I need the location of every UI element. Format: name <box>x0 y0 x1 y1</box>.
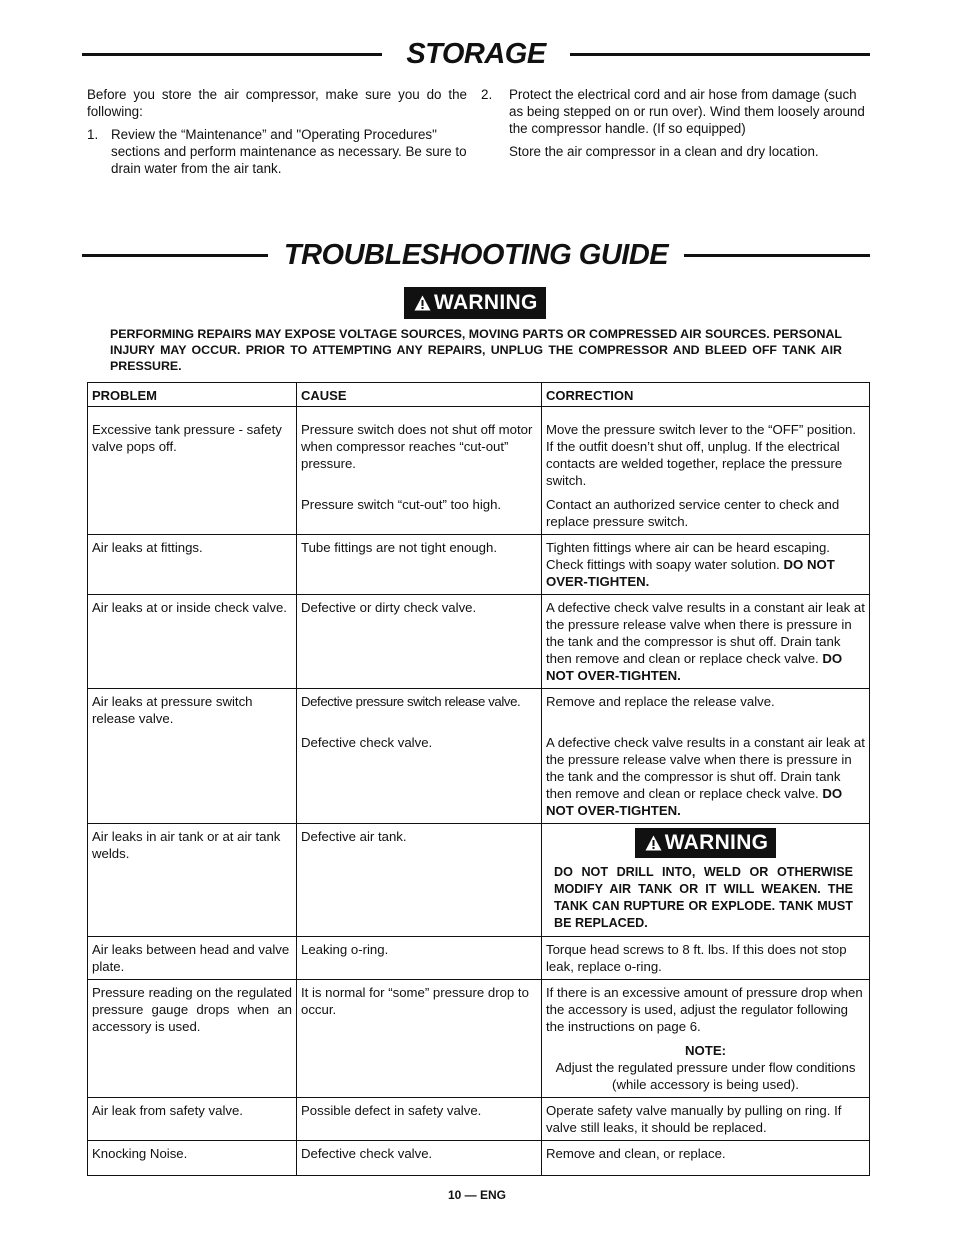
warning-triangle-icon <box>645 835 662 851</box>
cause-text: Defective check valve. <box>301 1146 433 1161</box>
header-problem: PROBLEM <box>88 383 297 407</box>
warning-badge <box>635 828 777 858</box>
problem-text: Air leak from safety valve. <box>92 1103 243 1118</box>
cause-text: It is normal for “some” pressure drop to occur. <box>301 985 529 1017</box>
storage-title: STORAGE <box>406 38 546 70</box>
problem-text: Air leaks between head and valve plate. <box>92 942 290 974</box>
table-row <box>88 1098 870 1141</box>
storage-item-2 <box>481 86 867 137</box>
header-correction: CORRECTION <box>542 383 870 407</box>
cause-cell <box>297 535 542 595</box>
table-header-row <box>88 383 870 407</box>
correction-text: Tighten fittings where air can be heard escaping. Check fittings with soapy water solution. <box>546 540 830 572</box>
correction-text: Remove and clean, or replace. <box>546 1146 726 1161</box>
correction-bold: DO NOT OVER-TIGHTEN. <box>546 651 843 683</box>
table-row <box>88 824 870 937</box>
cause-text: Defective air tank. <box>301 829 407 844</box>
storage-item-1 <box>87 126 467 177</box>
correction-text: Contact an authorized service center to check and replace pressure switch. <box>546 497 840 529</box>
cause-cell <box>297 689 542 824</box>
problem-cell <box>88 824 297 937</box>
correction-cell <box>542 689 870 824</box>
cause-cell <box>297 595 542 689</box>
table-row <box>88 407 870 535</box>
heading-rule-left <box>82 53 382 56</box>
heading-rule-right <box>570 53 870 56</box>
correction-bold: DO NOT OVER-TIGHTEN. <box>546 557 835 589</box>
problem-text: Pressure reading on the regulated pressure gauge drops when an accessory is used. <box>92 985 292 1034</box>
storage-item-text: Protect the electrical cord and air hose from damage (such as being stepped on or run over). Wind them loosely around the compressor handle. (If so equipped) <box>509 87 865 136</box>
cause-cell <box>297 824 542 937</box>
cause-text: Pressure switch does not shut off motor when compressor reaches “cut-out” pressure. <box>301 422 533 471</box>
cause-cell <box>297 980 542 1098</box>
warning-label: WARNING <box>434 291 538 314</box>
problem-cell <box>88 407 297 535</box>
heading-rule-left <box>82 254 268 257</box>
correction-cell <box>542 1141 870 1176</box>
problem-cell <box>88 937 297 980</box>
correction-cell <box>542 980 870 1098</box>
header-cause: CAUSE <box>297 383 542 407</box>
cause-cell <box>297 1098 542 1141</box>
table-row <box>88 689 870 824</box>
problem-text: Air leaks at or inside check valve. <box>92 600 287 615</box>
problem-cell <box>88 980 297 1098</box>
cause-cell <box>297 937 542 980</box>
correction-text: A defective check valve results in a constant air leak at the pressure release valve when there is pressure in the tank and the compressor is shut off. Drain tank then remove and clean or replace check valve. <box>546 600 865 666</box>
correction-text: If there is an excessive amount of pressure drop when the accessory is used, adjust the regulator following the instructions on page 6. <box>546 985 863 1034</box>
warning-label: WARNING <box>664 831 769 854</box>
cause-text: Possible defect in safety valve. <box>301 1103 482 1118</box>
problem-cell <box>88 535 297 595</box>
cause-text: Tube fittings are not tight enough. <box>301 540 497 555</box>
correction-cell <box>542 824 870 937</box>
cause-cell <box>297 1141 542 1176</box>
correction-cell <box>542 595 870 689</box>
correction-cell <box>542 937 870 980</box>
problem-cell <box>88 1098 297 1141</box>
correction-text: Move the pressure switch lever to the “OFF” position. If the outfit doesn’t shut off, unplug. If the electrical contacts are welded together, replace the pressure switch. <box>546 422 857 488</box>
heading-rule-right <box>684 254 870 257</box>
troubleshooting-title: TROUBLESHOOTING GUIDE <box>283 239 669 271</box>
troubleshooting-heading <box>82 236 870 274</box>
problem-cell <box>88 689 297 824</box>
note-label: NOTE: <box>684 1043 727 1058</box>
note-text: Adjust the regulated pressure under flow conditions (while accessory is being used). <box>555 1060 856 1092</box>
warning-triangle-icon <box>414 295 431 311</box>
storage-closing: Store the air compressor in a clean and dry location. <box>509 144 819 159</box>
correction-cell <box>542 407 870 535</box>
correction-bold: DO NOT OVER-TIGHTEN. <box>546 786 843 818</box>
problem-cell <box>88 1141 297 1176</box>
correction-text: Torque head screws to 8 ft. lbs. If this does not stop leak, replace o-ring. <box>546 942 847 974</box>
table-row <box>88 980 870 1098</box>
table-row <box>88 1141 870 1176</box>
table-row <box>88 595 870 689</box>
storage-heading <box>82 36 870 72</box>
table-row <box>88 937 870 980</box>
correction-cell <box>542 1098 870 1141</box>
page-number: 10 — ENG <box>447 1188 507 1202</box>
problem-cell <box>88 595 297 689</box>
storage-left-column <box>87 86 467 177</box>
cause-text: Pressure switch “cut-out” too high. <box>301 497 502 512</box>
problem-text: Air leaks at pressure switch release valve. <box>92 694 253 726</box>
cause-text: Defective check valve. <box>301 735 433 750</box>
storage-right-column <box>481 86 867 160</box>
cause-cell <box>297 407 542 535</box>
warning-text: PERFORMING REPAIRS MAY EXPOSE VOLTAGE SOURCES, MOVING PARTS OR COMPRESSED AIR SOURCES. PERSONAL INJURY MAY OCCUR. PRIOR TO ATTEMPTING ANY REPAIRS, UNPLUG THE COMPRESSOR AND BLEED OFF TANK AIR PRESSURE. <box>110 327 842 374</box>
problem-text: Air leaks in air tank or at air tank welds. <box>92 829 281 861</box>
correction-text: A defective check valve results in a constant air leak at the pressure release valve when there is pressure in the tank and the compressor is shut off. Drain tank then remove and clean or replace check valve. <box>546 735 865 801</box>
problem-text: Knocking Noise. <box>92 1146 188 1161</box>
cause-text: Leaking o-ring. <box>301 942 389 957</box>
table-row <box>88 535 870 595</box>
storage-item-text: Review the “Maintenance” and "Operating Procedures" sections and perform maintenance as necessary. Be sure to drain water from the air tank. <box>111 127 467 176</box>
cause-text: Defective pressure switch release valve. <box>301 694 521 709</box>
correction-text: Remove and replace the release valve. <box>546 694 775 709</box>
cause-text: Defective or dirty check valve. <box>301 600 477 615</box>
storage-intro: Before you store the air compressor, make sure you do the following: <box>87 87 467 119</box>
correction-cell <box>542 535 870 595</box>
problem-text: Air leaks at fittings. <box>92 540 203 555</box>
warning-badge <box>404 287 546 319</box>
storage-item-number: 1. <box>87 127 99 142</box>
storage-item-number: 2. <box>481 87 493 102</box>
correction-text: Operate safety valve manually by pulling on ring. If valve still leaks, it should be replaced. <box>546 1103 842 1135</box>
problem-text: Excessive tank pressure - safety valve pops off. <box>92 422 282 454</box>
troubleshooting-table <box>87 382 870 1176</box>
tank-warning-text: DO NOT DRILL INTO, WELD OR OTHERWISE MODIFY AIR TANK OR IT WILL WEAKEN. THE TANK CAN RUPTURE OR EXPLODE. TANK MUST BE REPLACED. <box>554 865 853 930</box>
